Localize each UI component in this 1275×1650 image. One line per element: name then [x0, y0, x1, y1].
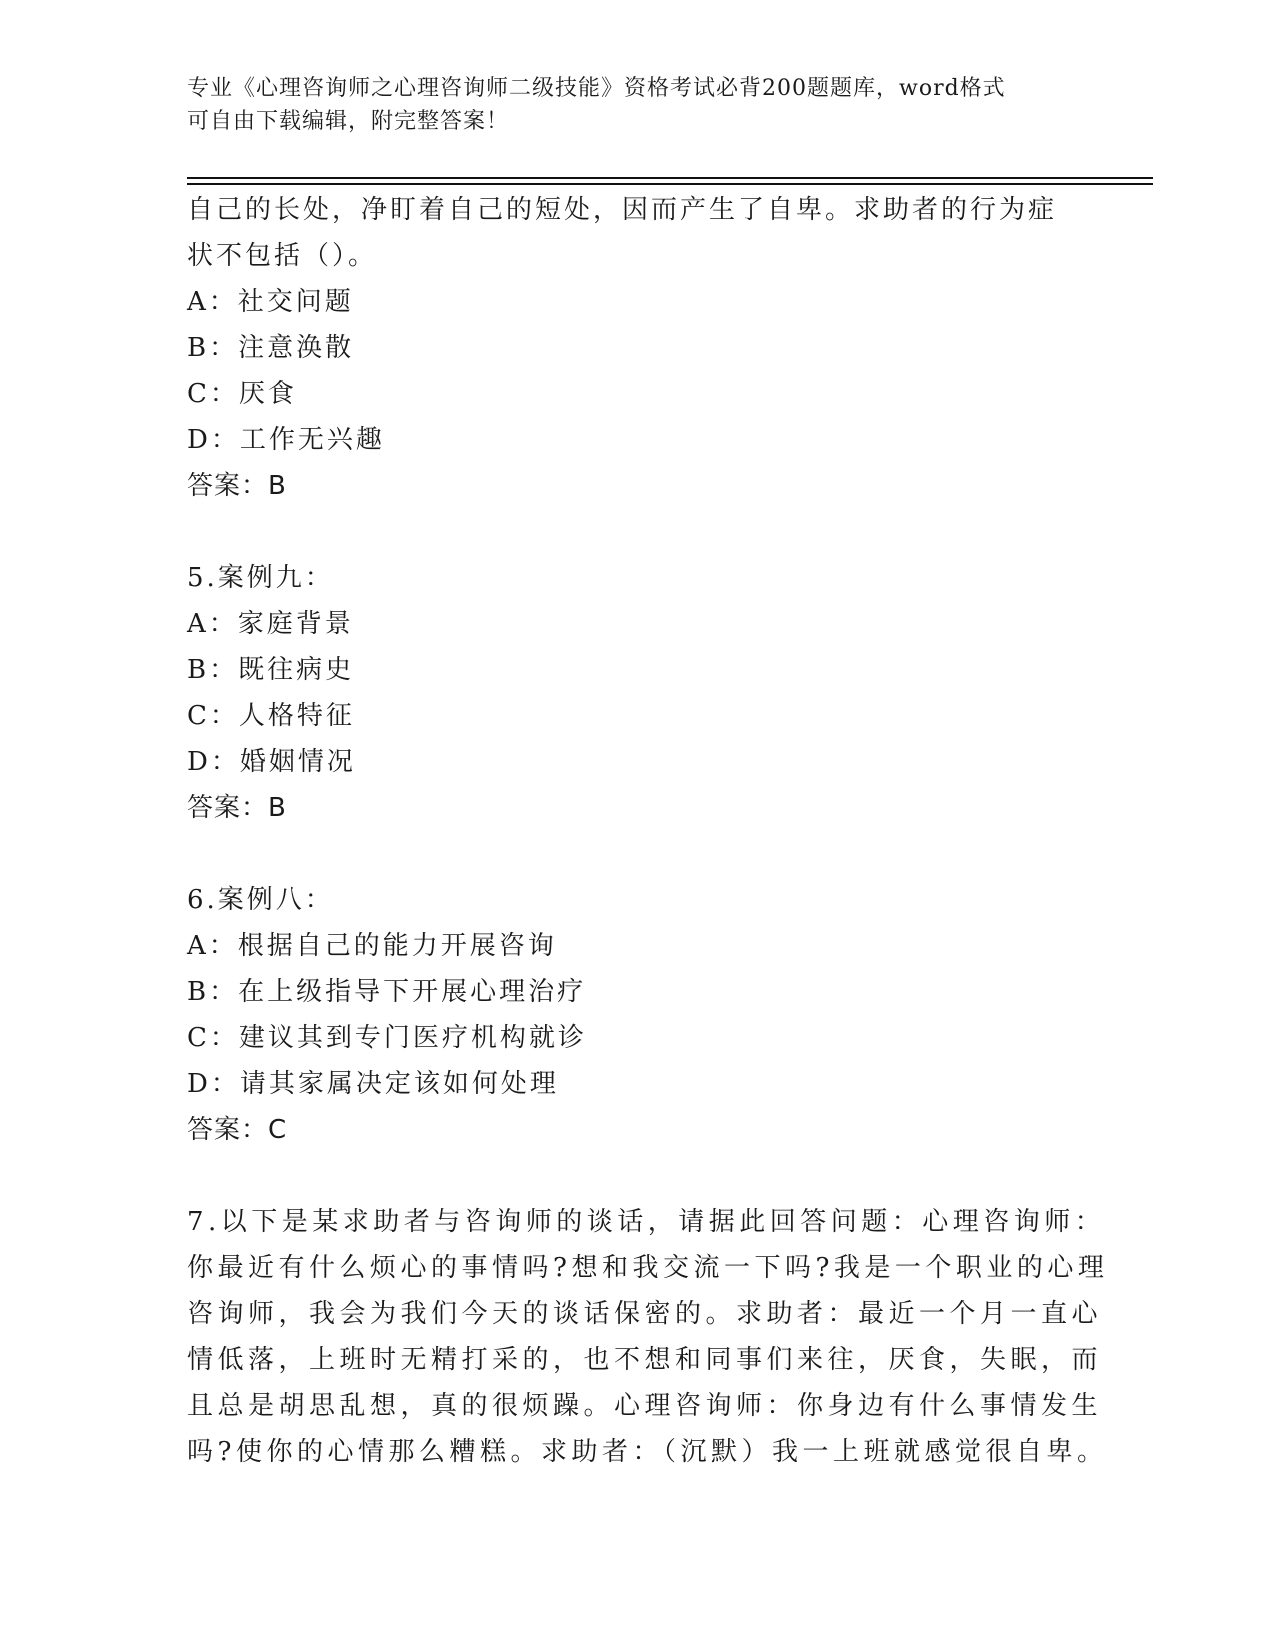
paragraph-line: 且总是胡思乱想，真的很烦躁。心理咨询师：你身边有什么事情发生	[187, 1391, 1103, 1421]
header-divider-bottom	[187, 183, 1153, 185]
spacer	[187, 1153, 1067, 1199]
paragraph-line: 吗?使你的心情那么糟糕。求助者：（沉默）我一上班就感觉很自卑。	[187, 1437, 1108, 1467]
option-d: D：工作无兴趣	[187, 425, 385, 455]
paragraph-line: 情低落，上班时无精打采的，也不想和同事们来往，厌食，失眠，而	[187, 1345, 1103, 1375]
document-header	[187, 72, 1087, 138]
header-line-1: 专业《心理咨询师之心理咨询师二级技能》资格考试必背200题题库，word格式	[187, 76, 1006, 101]
answer-text: 答案：B	[187, 471, 287, 501]
option-c: C：厌食	[187, 379, 297, 409]
spacer	[187, 831, 1067, 877]
option-a: A：家庭背景	[187, 609, 354, 639]
question-stem: 6.案例八：	[187, 885, 334, 915]
option-c: C：建议其到专门医疗机构就诊	[187, 1023, 587, 1053]
document-body	[187, 187, 1109, 1475]
question-stem: 状不包括（）。	[187, 241, 378, 271]
header-divider-top	[187, 177, 1153, 179]
header-line-2: 可自由下载编辑，附完整答案！	[187, 109, 510, 134]
question-5	[187, 555, 1067, 831]
option-b: B：注意涣散	[187, 333, 355, 363]
paragraph-line: 你最近有什么烦心的事情吗?想和我交流一下吗?我是一个职业的心理	[187, 1253, 1109, 1283]
question-stem: 自己的长处，净盯着自己的短处，因而产生了自卑。求助者的行为症	[187, 195, 1058, 225]
option-b: B：既往病史	[187, 655, 355, 685]
spacer	[187, 509, 1067, 555]
question-7	[187, 1199, 1109, 1475]
option-d: D：请其家属决定该如何处理	[187, 1069, 559, 1099]
option-a: A：根据自己的能力开展咨询	[187, 931, 557, 961]
option-a: A：社交问题	[187, 287, 354, 317]
option-d: D：婚姻情况	[187, 747, 356, 777]
question-4	[187, 187, 1067, 509]
answer-text: 答案：B	[187, 793, 287, 823]
question-stem: 5.案例九：	[187, 563, 334, 593]
option-c: C：人格特征	[187, 701, 355, 731]
paragraph-line: 咨询师，我会为我们今天的谈话保密的。求助者：最近一个月一直心	[187, 1299, 1103, 1329]
paragraph-line: 7.以下是某求助者与咨询师的谈话，请据此回答问题：心理咨询师：	[187, 1207, 1106, 1237]
option-b: B：在上级指导下开展心理治疗	[187, 977, 587, 1007]
answer-text: 答案：C	[187, 1115, 288, 1145]
question-6	[187, 877, 1067, 1153]
